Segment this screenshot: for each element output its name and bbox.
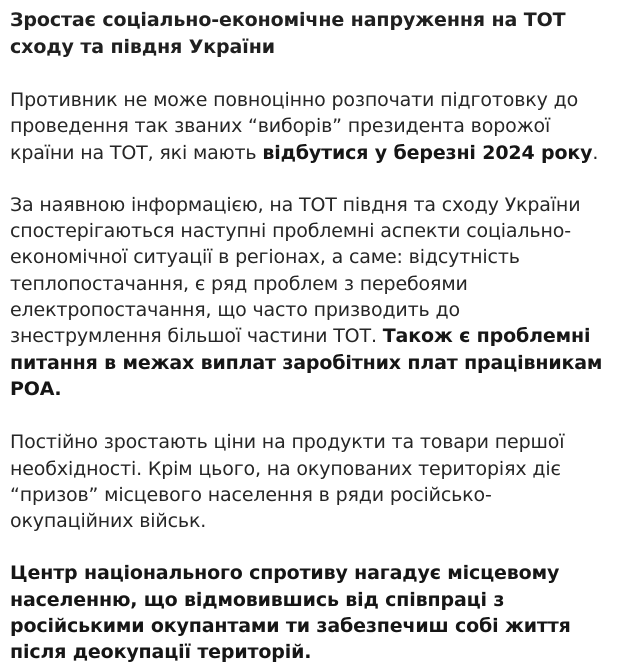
paragraph-socioeconomic-text: За наявною інформацією, на ТОТ півдня та сходу України спостерігаються наступні проблемні аспекти соціально-економічної ситуації в регіонах, а саме: відсутність теплопостачання, є ряд проблем з перебоями електропостачання, що часто призводить до знеструмлення більшої частини ТОТ.: [10, 193, 581, 348]
paragraph-elections-text: Противник не може повноцінно розпочати підготовку до проведення так званих “виборів” президента ворожої країни на ТОТ, які мають: [10, 89, 579, 164]
paragraph-elections: [10, 87, 614, 166]
paragraph-resistance-center: Центр національного спротиву нагадує місцевому населенню, що відмовившись від співпраці з російськими окупантами ти забезпечиш собі життя після деокупації територій.: [10, 562, 571, 664]
paragraph-socioeconomic: [10, 192, 614, 402]
paragraph-prices: Постійно зростають ціни на продукти та товари першої необхідності. Крім цього, на окупованих територіях діє “призов” місцевого населення в ряди російсько-окупаційних військ.: [10, 431, 565, 533]
paragraph-elections-tail: .: [592, 141, 599, 164]
paragraph-elections-bold: відбутися у березні 2024 року: [262, 141, 593, 164]
post-title: Зростає соціально-економічне напруження на ТОТ сходу та півдня України: [10, 9, 566, 58]
paragraph-socioeconomic-bold: Також є проблемні питання в межах виплат заробітних плат працівникам РОА.: [10, 325, 603, 400]
